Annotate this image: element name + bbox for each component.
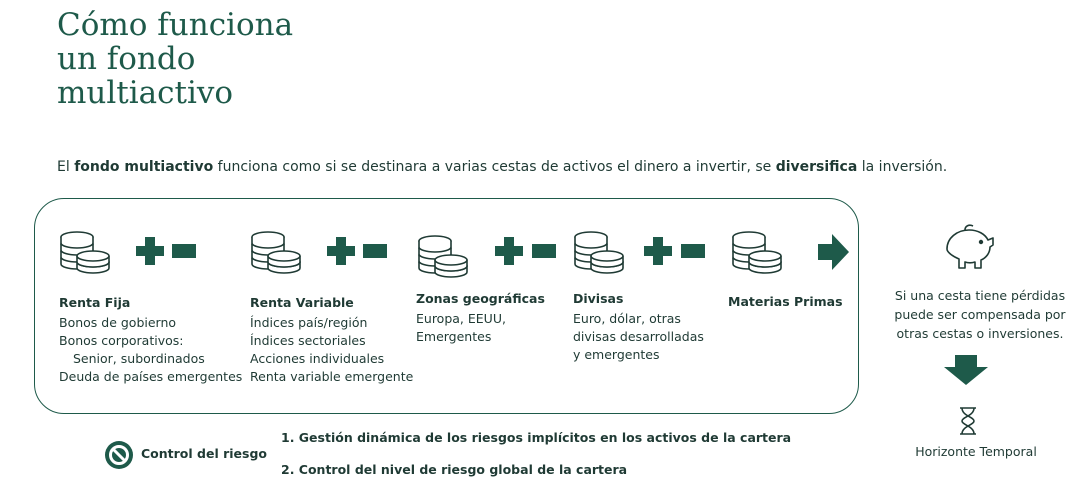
- category-item: Deuda de países emergentes: [59, 369, 243, 384]
- intro-part-1: El: [57, 159, 75, 175]
- intro-part-2: funciona como si se destinara a varias cestas de activos el dinero a invertir, se: [213, 159, 776, 175]
- compensation-line: Si una cesta tiene pérdidas: [894, 288, 1066, 303]
- category-title: Renta Fija: [59, 295, 131, 310]
- category-title: Renta Variable: [250, 295, 354, 310]
- title-line-3: multiactivo: [57, 75, 234, 111]
- category-item: Euro, dólar, otras: [573, 311, 681, 326]
- page-title: [57, 8, 357, 110]
- hourglass-icon: [958, 406, 978, 436]
- horizonte-temporal-label: Horizonte Temporal: [915, 444, 1037, 459]
- no-icon: [104, 440, 134, 470]
- category-divisas: [573, 291, 704, 364]
- category-item: Renta variable emergente: [250, 369, 414, 384]
- coins-icon: [57, 228, 111, 274]
- minus-icon: [172, 244, 196, 258]
- risk-control-title: Control del riesgo: [141, 446, 267, 461]
- category-zonas-geograficas: [416, 291, 545, 346]
- category-item: Bonos de gobierno: [59, 315, 177, 330]
- risk-item-1: 1. Gestión dinámica de los riesgos implícitos en los activos de la cartera: [281, 430, 792, 445]
- minus-icon: [532, 244, 556, 258]
- minus-icon: [681, 244, 705, 258]
- coins-icon: [729, 228, 783, 274]
- category-renta-variable: [250, 295, 413, 386]
- category-item: Acciones individuales: [250, 351, 385, 366]
- category-title: Divisas: [573, 291, 624, 306]
- piggy-bank-icon: [939, 223, 995, 271]
- title-line-2: un fondo: [57, 41, 196, 77]
- category-item: Senior, subordinados: [73, 351, 205, 366]
- intro-text: [57, 159, 947, 175]
- category-item: Emergentes: [416, 329, 492, 344]
- risk-item-2: 2. Control del nivel de riesgo global de la cartera: [281, 462, 628, 477]
- plus-icon: [134, 235, 166, 267]
- category-item: Bonos corporativos:: [59, 333, 184, 348]
- category-item: Índices país/región: [250, 315, 368, 330]
- coins-icon: [248, 228, 302, 274]
- intro-part-3: la inversión.: [857, 159, 948, 175]
- coins-icon: [415, 232, 469, 278]
- title-line-1: Cómo funciona: [57, 7, 294, 43]
- intro-bold-2: diversifica: [775, 159, 858, 175]
- arrow-right-icon: [818, 233, 850, 271]
- category-item: Europa, EEUU,: [416, 311, 506, 326]
- minus-icon: [363, 244, 387, 258]
- category-item: Índices sectoriales: [250, 333, 366, 348]
- coins-icon: [571, 228, 625, 274]
- category-title: Materias Primas: [728, 294, 843, 309]
- category-renta-fija: [59, 295, 242, 386]
- plus-icon: [642, 235, 674, 267]
- category-item: y emergentes: [573, 347, 660, 362]
- category-item: divisas desarrolladas: [573, 329, 704, 344]
- arrow-down-icon: [944, 355, 988, 385]
- category-title: Zonas geográficas: [416, 291, 545, 306]
- plus-icon: [325, 235, 357, 267]
- compensation-text: [890, 286, 1070, 343]
- category-materias-primas: [728, 294, 843, 313]
- compensation-line: otras cestas o inversiones.: [896, 326, 1064, 341]
- compensation-line: puede ser compensada por: [894, 307, 1066, 322]
- plus-icon: [493, 235, 525, 267]
- intro-bold-1: fondo multiactivo: [74, 159, 214, 175]
